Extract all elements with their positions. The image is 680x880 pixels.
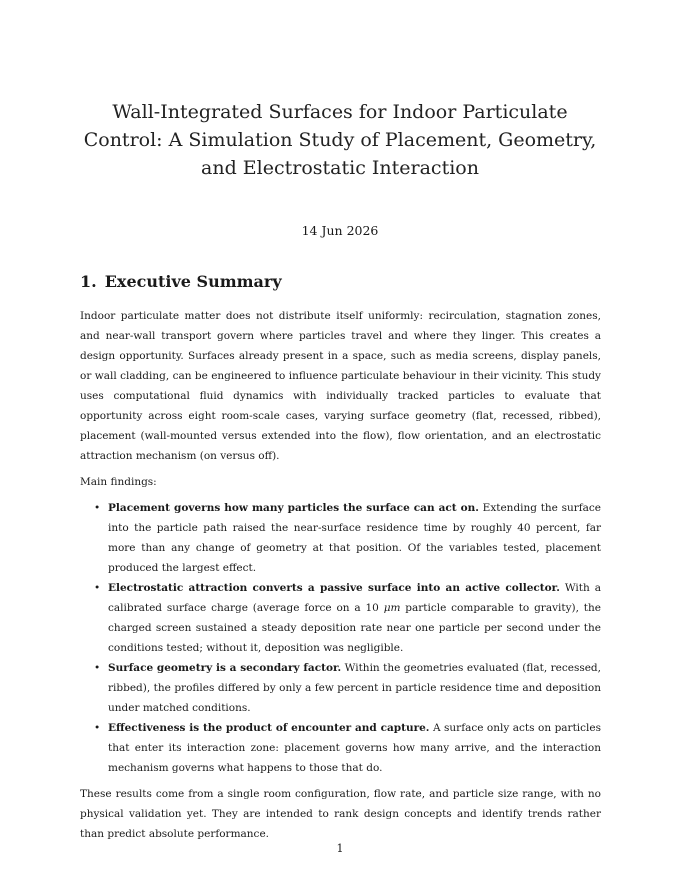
closing-paragraph: These results come from a single room configuration, flow rate, and particle size range, with no physical validation yet. They are intended to rank design concepts and identify trends rather than predict absolute performance. — [80, 788, 601, 840]
section-number: 1. — [80, 272, 97, 291]
unit-micrometre: μm — [383, 602, 401, 614]
bullet-icon: • — [94, 662, 101, 674]
bullet-icon: • — [94, 502, 101, 514]
finding-item-effectiveness — [80, 718, 601, 778]
section-heading — [80, 272, 282, 291]
page-number: 1 — [336, 842, 344, 855]
section-title: Executive Summary — [104, 272, 282, 291]
paper-title: Wall-Integrated Surfaces for Indoor Particulate Control: A Simulation Study of Placement, Geometry, and Electrostatic Interaction — [83, 101, 597, 179]
bullet-icon: • — [94, 722, 101, 734]
section-body — [80, 306, 601, 844]
finding-bold-text: Electrostatic attraction converts a passive surface into an active collector. — [108, 582, 560, 594]
finding-bold-text: Surface geometry is a secondary factor. — [108, 662, 342, 674]
finding-text: Extending the surface into the particle path raised the near-surface residence time by roughly 40 percent, far more than any change of geometry at that position. Of the variables tested, placement produced the largest effect. — [108, 502, 602, 574]
findings-list — [80, 498, 601, 778]
finding-item-placement — [80, 498, 601, 578]
finding-text: With a calibrated surface charge (average force on a 10 — [108, 582, 601, 614]
finding-bold-text: Effectiveness is the product of encounter and capture. — [108, 722, 430, 734]
finding-bold-text: Placement governs how many particles the surface can act on. — [108, 502, 479, 514]
finding-text: A surface only acts on particles that enter its interaction zone: placement governs how many arrive, and the interaction mechanism governs what happens to those that do. — [108, 722, 601, 774]
finding-text: particle comparable to gravity), the charged screen sustained a steady deposition rate near one particle per second under the conditions tested; without it, deposition was negligible. — [108, 602, 601, 654]
finding-item-electrostatic — [80, 578, 601, 658]
intro-paragraph: Indoor particulate matter does not distribute itself uniformly: recirculation, stagnation zones, and near-wall transport govern where particles travel and where they linger. This creates a design opportunity. Surfaces already present in a space, such as media screens, display panels, or wall cladding, can be engineered to influence particulate behaviour in their vicinity. This study uses computational fluid dynamics with individually tracked particles to evaluate that opportunity across eight room-scale cases, varying surface geometry (flat, recessed, ribbed), placement (wall-mounted versus extended into the flow), flow orientation, and an electrostatic attraction mechanism (on versus off). — [80, 310, 601, 462]
paper-date: 14 Jun 2026 — [301, 223, 379, 238]
finding-item-geometry — [80, 658, 601, 718]
findings-lead: Main findings: — [80, 476, 157, 488]
finding-text: Within the geometries evaluated (flat, recessed, ribbed), the profiles differed by only a few percent in particle residence time and deposition under matched conditions. — [108, 662, 601, 714]
bullet-icon: • — [94, 582, 101, 594]
